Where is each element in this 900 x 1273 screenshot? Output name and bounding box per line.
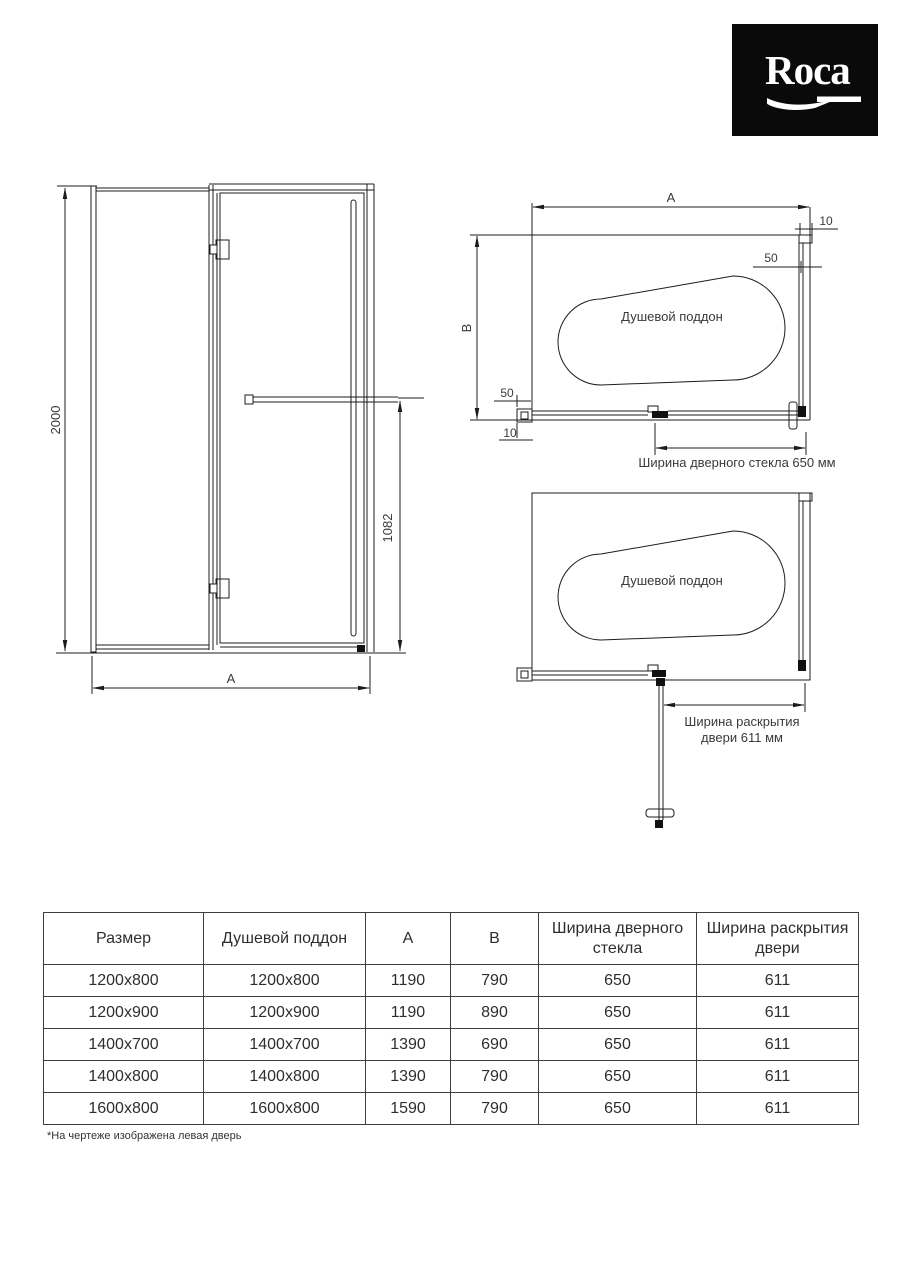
cell-tray: 1200x800 — [204, 965, 366, 997]
dim-10-bottom-left — [499, 423, 533, 440]
dim-10-bl-label: 10 — [503, 426, 517, 440]
tray-oval-closed — [558, 276, 785, 385]
dim-b-plan — [459, 236, 477, 419]
cell-tray: 1200x900 — [204, 997, 366, 1029]
plan-view-closed — [459, 190, 838, 470]
col-header-opening-width: Ширина раскрытия двери — [697, 913, 859, 965]
tray-label-open: Душевой поддон — [621, 573, 723, 588]
front-view-drawing — [48, 184, 424, 694]
door-hinge-open — [648, 665, 666, 686]
cell-glass: 650 — [539, 1093, 697, 1125]
cell-opening: 611 — [697, 1029, 859, 1061]
cell-glass: 650 — [539, 997, 697, 1029]
corner-connector-open — [798, 660, 806, 671]
tray-label-closed: Душевой поддон — [621, 309, 723, 324]
cell-glass: 650 — [539, 965, 697, 997]
door-bottom-pivot — [357, 645, 365, 652]
table-row — [44, 965, 859, 997]
dim-50-right-label: 50 — [764, 251, 778, 265]
dim-a-plan-label: A — [666, 190, 676, 205]
dimensions-table — [43, 912, 859, 1125]
dim-50-bottom-left — [494, 386, 531, 407]
dim-2000-label: 2000 — [48, 405, 63, 435]
door-hinge-plan-body — [652, 411, 668, 418]
cell-b: 790 — [451, 1061, 539, 1093]
cell-tray: 1400x700 — [204, 1029, 366, 1061]
door-handle-bar — [351, 200, 356, 636]
open-door — [646, 686, 674, 828]
table-row — [44, 1061, 859, 1093]
table-header-row — [44, 913, 859, 965]
dim-glass-650 — [638, 423, 835, 470]
cell-a: 1390 — [366, 1029, 451, 1061]
fixed-panel — [91, 186, 209, 652]
dim-b-plan-label: B — [459, 323, 474, 333]
dim-10-top-right — [795, 214, 838, 235]
col-header-size: Размер — [44, 913, 204, 965]
open-door-handle — [646, 809, 674, 817]
cell-size: 1200x900 — [44, 997, 204, 1029]
dim-height-2000 — [48, 186, 97, 651]
cell-size: 1400x800 — [44, 1061, 204, 1093]
col-header-a: A — [366, 913, 451, 965]
bottom-glass-closed — [532, 402, 806, 429]
cell-a: 1590 — [366, 1093, 451, 1125]
dim-width-a-front — [92, 656, 370, 694]
cell-b: 890 — [451, 997, 539, 1029]
dim-opening-611 — [664, 683, 805, 745]
dim-50-right — [753, 251, 822, 273]
col-header-glass-width: Ширина дверного стекла — [539, 913, 697, 965]
cell-size: 1400x700 — [44, 1029, 204, 1061]
dim-50-bl-label: 50 — [500, 386, 514, 400]
cell-size: 1200x800 — [44, 965, 204, 997]
corner-connector-closed — [798, 406, 806, 417]
dim-1082-label: 1082 — [380, 513, 395, 543]
col-header-tray: Душевой поддон — [204, 913, 366, 965]
glass-width-caption: Ширина дверного стекла 650 мм — [638, 455, 836, 470]
cell-a: 1190 — [366, 997, 451, 1029]
cell-tray: 1600x800 — [204, 1093, 366, 1125]
cell-opening: 611 — [697, 997, 859, 1029]
dim-a-front-label: A — [226, 671, 236, 686]
cell-size: 1600x800 — [44, 1093, 204, 1125]
towel-bar — [245, 395, 424, 404]
plan-view-open — [517, 493, 812, 828]
fixed-glass-open — [532, 671, 648, 675]
footnote: *На чертеже изображена левая дверь — [47, 1130, 242, 1142]
dim-a-plan — [533, 190, 809, 207]
cell-opening: 611 — [697, 1093, 859, 1125]
opening-caption-line1: Ширина раскрытия — [684, 714, 800, 729]
table-row — [44, 1093, 859, 1125]
cell-b: 790 — [451, 1093, 539, 1125]
col-header-b: B — [451, 913, 539, 965]
cell-opening: 611 — [697, 965, 859, 997]
cell-b: 790 — [451, 965, 539, 997]
table-row — [44, 1029, 859, 1061]
cell-glass: 650 — [539, 1029, 697, 1061]
roca-logo-text: Roca — [765, 47, 850, 93]
open-door-tip — [655, 820, 663, 828]
wall-profile-bottom-left-open — [517, 668, 532, 681]
dim-10-tr-label: 10 — [819, 214, 833, 228]
cell-opening: 611 — [697, 1061, 859, 1093]
opening-caption-line2: двери 611 мм — [701, 730, 783, 745]
cell-glass: 650 — [539, 1061, 697, 1093]
cell-a: 1190 — [366, 965, 451, 997]
door-panel — [209, 184, 374, 652]
cell-b: 690 — [451, 1029, 539, 1061]
table-row — [44, 997, 859, 1029]
dim-handle-1082 — [380, 401, 400, 651]
cell-a: 1390 — [366, 1061, 451, 1093]
cell-tray: 1400x800 — [204, 1061, 366, 1093]
